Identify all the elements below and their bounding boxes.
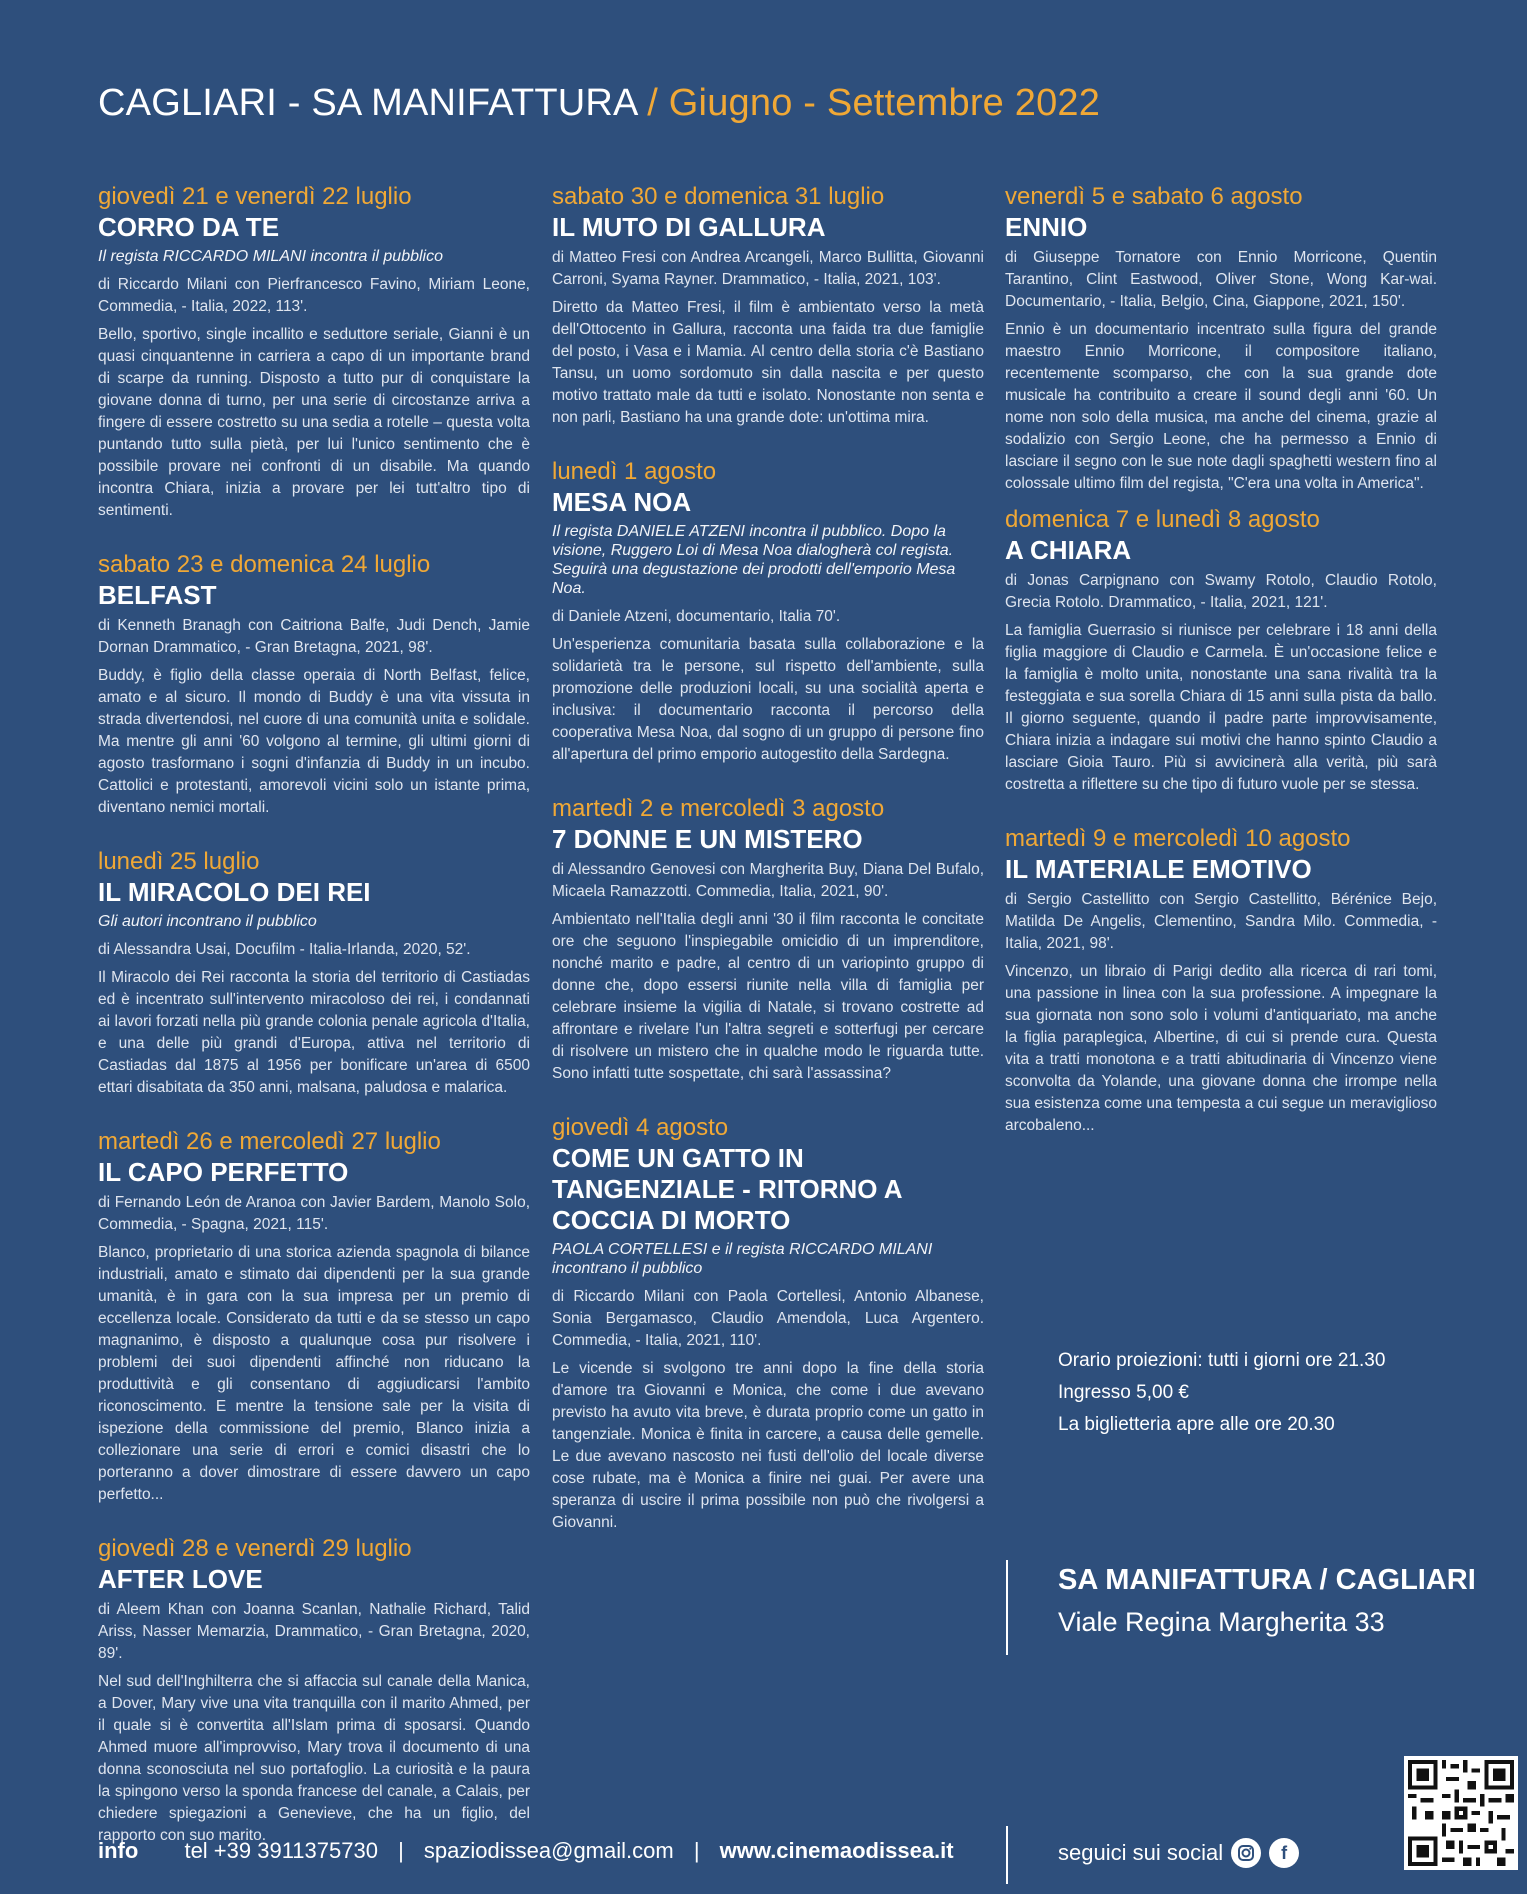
film-credits: di Jonas Carpignano con Swamy Rotolo, Claudio Rotolo, Grecia Rotolo. Drammatico, - Italia, 2021, 121'.	[1005, 572, 1437, 611]
event-note: Gli autori incontrano il pubblico	[98, 913, 317, 930]
film-event	[552, 182, 984, 429]
venue-block	[1006, 1560, 1476, 1655]
film-event	[552, 794, 984, 1085]
film-plot: Ennio è un documentario incentrato sulla figura del grande maestro Ennio Morricone, il compositore italiano, recentemente scomparso, che con la sua grande dote musicale ha contribuito a creare il sound degli anni '60. Un nome non solo della musica, ma anche del cinema, grazie al sodalizio con Sergio Leone, che ha permesso a Ennio di lasciare il segno con le sue note dagli spaghetti western fino al colossale ultimo film del regista, "C'era una volta in America".	[1005, 321, 1437, 492]
film-credits: di Aleem Khan con Joanna Scanlan, Nathalie Richard, Talid Ariss, Nasser Memarzia, Drammatico, - Gran Bretagna, 2020, 89'.	[98, 1601, 530, 1662]
film-event	[552, 457, 984, 766]
film-event	[98, 182, 530, 522]
film-title: COME UN GATTO IN TANGENZIALE - RITORNO A COCCIA DI MORTO	[552, 1143, 902, 1235]
film-plot: Il Miracolo dei Rei racconta la storia del territorio di Castiadas ed è incentrato sull'intervento miracoloso dei rei, i condannati ai lavori forzati nella più grande colonia penale agricola d'Italia, e una delle più grandi d'Europa, attiva nel territorio di Castiadas dal 1875 al 1956 per bonificare un'area di 6500 ettari disabitata da 350 anni, malsana, paludosa e malarica.	[98, 969, 530, 1096]
qr-code-graphic	[1408, 1760, 1514, 1866]
film-event	[1005, 824, 1437, 1137]
film-title: BELFAST	[98, 580, 217, 610]
film-title: IL MIRACOLO DEI REI	[98, 877, 371, 907]
film-credits: di Matteo Fresi con Andrea Arcangeli, Marco Bullitta, Giovanni Carroni, Syama Rayner. Drammatico, - Italia, 2021, 103'.	[552, 249, 984, 288]
info-label: info	[98, 1838, 139, 1863]
event-date: martedì 26 e mercoledì 27 luglio	[98, 1128, 441, 1155]
film-title: MESA NOA	[552, 487, 692, 517]
event-date: lunedì 1 agosto	[552, 458, 717, 485]
phone-number[interactable]: tel +39 3911375730	[184, 1838, 378, 1863]
film-credits: di Kenneth Branagh con Caitriona Balfe, Judi Dench, Jamie Dornan Drammatico, - Gran Bretagna, 2021, 98'.	[98, 617, 530, 656]
film-plot: Ambientato nell'Italia degli anni '30 il film racconta le concitate ore che seguono l'inspiegabile omicidio di un imprenditore, nonché marito e padre, al centro di un variopinto gruppo di donne che, dopo essersi riunite nella villa di famiglia per celebrare insieme la vigilia di Natale, si trovano costrette ad affrontare e rivelare l'un l'altra segreti e sotterfugi per cercare di risolvere un mistero che in qualche modo le riguarda tutte. Sono infatti tutte sospettate, chi sarà l'assassina?	[552, 911, 984, 1082]
website-link[interactable]: www.cinemaodissea.it	[719, 1838, 954, 1863]
film-title: AFTER LOVE	[98, 1564, 263, 1594]
film-plot: Nel sud dell'Inghilterra che si affaccia sul canale della Manica, a Dover, Mary vive una vita tranquilla con il marito Ahmed, per il quale si è convertita all'Islam prima di sposarsi. Quando Ahmed muore all'improvviso, Mary trova il documento di una donna sconosciuta nel suo portafoglio. La curiosità e la paura la spingono verso la sponda francese del canale, a Calais, per chiedere spiegazioni a Genevieve, che ha un figlio, del rapporto con suo marito.	[98, 1673, 530, 1844]
film-credits: di Giuseppe Tornatore con Ennio Morricone, Quentin Tarantino, Clint Eastwood, Oliver Stone, Wong Kar-wai. Documentario, - Italia, Belgio, Cina, Giappone, 2021, 150'.	[1005, 249, 1437, 310]
event-date: giovedì 21 e venerdì 22 luglio	[98, 183, 412, 210]
film-plot: Vincenzo, un libraio di Parigi dedito alla ricerca di rari tomi, una passione in linea con la sua professione. A impegnare la sua giornata non sono solo i volumi d'antiquariato, ma anche la figlia paraplegica, Albertine, di cui si prende cura. Questa vita a tratti monotona e a tratti abitudinaria di Vincenzo viene sconvolta da Yolande, una giovane donna che irrompe nella sua esistenza come una tempesta a cui segue un meraviglioso arcobaleno...	[1005, 963, 1437, 1134]
film-plot: Buddy, è figlio della classe operaia di North Belfast, felice, amato e al sicuro. Il mondo di Buddy è una vita vissuta in strada divertendosi, nel cuore di una comunità unita e solidale. Ma mentre gli anni '60 volgono al termine, gli ultimi giorni di agosto trasformano i sogni d'infanzia di Buddy in un incubo. Cattolici e protestanti, amorevoli vicini solo un istante prima, diventano nemici mortali.	[98, 667, 530, 816]
film-event	[1005, 182, 1437, 495]
event-date: sabato 23 e domenica 24 luglio	[98, 551, 431, 578]
event-note: PAOLA CORTELLESI e il regista RICCARDO MILANI incontrano il pubblico	[552, 1241, 933, 1277]
film-plot: Diretto da Matteo Fresi, il film è ambientato verso la metà dell'Ottocento in Gallura, racconta una faida tra due famiglie del posto, i Vasa e i Mamia. Al centro della storia c'è Bastiano Tansu, un uomo sordomuto sin dalla nascita e per questo motivo trattato male da tutti e isolato. Nonostante non senta e non parli, Bastiano ha una grande dote: un'ottima mira.	[552, 299, 984, 426]
title-place: CAGLIARI - SA MANIFATTURA	[98, 82, 637, 124]
film-credits: di Riccardo Milani con Pierfrancesco Favino, Miriam Leone, Commedia, - Italia, 2022, 113'.	[98, 276, 530, 315]
film-event	[98, 550, 530, 819]
film-title: IL MATERIALE EMOTIVO	[1005, 854, 1312, 884]
social-label: seguici sui social	[1058, 1840, 1224, 1865]
film-credits: di Sergio Castellitto con Sergio Castellitto, Bérénice Bejo, Matilda De Angelis, Clementino, Sandra Milo. Commedia, - Italia, 2021, 98'.	[1005, 891, 1437, 952]
title-period: / Giugno - Settembre 2022	[647, 82, 1101, 124]
program-column-1	[98, 182, 530, 1875]
instagram-icon[interactable]	[1231, 1838, 1261, 1868]
film-credits: di Fernando León de Aranoa con Javier Bardem, Manolo Solo, Commedia, - Spagna, 2021, 115'.	[98, 1194, 530, 1233]
film-event	[98, 1534, 530, 1847]
event-date: giovedì 4 agosto	[552, 1114, 729, 1141]
event-date: giovedì 28 e venerdì 29 luglio	[98, 1535, 412, 1562]
film-event	[552, 1113, 984, 1534]
film-plot: Blanco, proprietario di una storica azienda spagnola di bilance industriali, amato e stimato dai dipendenti per la sua grande umanità, è in gara con la sua impresa per un premio di eccellenza locale. Considerato da tutti e da se stesso un capo magnanimo, è disposto a qualunque cosa pur risolvere i problemi dei suoi dipendenti affinché non riducano la produttività e gli consentano di aggiudicarsi l'ambito riconoscimento. E mentre la tensione sale per la visita di ispezione della commissione del premio, Blanco inizia a collezionare una serie di errori e comici disastri che lo porteranno a dover dimostrare di essere davvero un capo perfetto...	[98, 1244, 530, 1503]
footer-divider	[1006, 1826, 1008, 1884]
event-date: martedì 9 e mercoledì 10 agosto	[1005, 825, 1351, 852]
program-column-3	[1005, 182, 1437, 1165]
page-title	[98, 82, 1100, 125]
box-office-hours: La biglietteria apre alle ore 20.30	[1058, 1414, 1335, 1435]
footer-separator: |	[398, 1838, 404, 1863]
film-plot: La famiglia Guerrasio si riunisce per celebrare i 18 anni della figlia maggiore di Claudio e Carmela. È un'occasione felice e la famiglia è molto unita, nonostante una sana rivalità tra la festeggiata e sua sorella Chiara di 15 anni sulla pista da ballo. Il giorno seguente, quando il padre parte improvvisamente, Chiara inizia a indagare sui motivi che hanno spinto Claudio a lasciare Gioia Tauro. Più si avvicinerà alla verità, più sarà costretta a riflettere su che tipo di futuro vuole per se stessa.	[1005, 622, 1437, 793]
event-date: lunedì 25 luglio	[98, 848, 260, 875]
event-note: Il regista RICCARDO MILANI incontra il pubblico	[98, 248, 444, 265]
film-title: 7 DONNE E UN MISTERO	[552, 824, 863, 854]
program-column-2	[552, 182, 984, 1562]
ticket-price: Ingresso 5,00 €	[1058, 1382, 1189, 1403]
venue-address: Viale Regina Margherita 33	[1058, 1607, 1385, 1637]
film-title: CORRO DA TE	[98, 212, 280, 242]
film-plot: Un'esperienza comunitaria basata sulla collaborazione e la solidarietà tra le persone, sul rispetto dell'ambiente, sulla promozione delle produzioni locali, su una socialità aperta e inclusiva: il documentario racconta il percorso della cooperativa Mesa Noa, dal sogno di un gruppo di persone fino all'apertura del primo emporio autogestito della Sardegna.	[552, 636, 984, 763]
screening-schedule: Orario proiezioni: tutti i giorni ore 21.30	[1058, 1350, 1386, 1371]
film-plot: Le vicende si svolgono tre anni dopo la fine della storia d'amore tra Giovanni e Monica, che come i due avevano previsto ha avuto vita breve, è durata proprio come un gatto in tangenziale. Monica è finita in carcere, a causa delle gemelle. Le due avevano nascosto nei fusti dell'olio del locale diverse cose rubate, ma è Monica a finire nei guai. Per avere una speranza di uscire il prima possibile non può che rivolgersi a Giovanni.	[552, 1360, 984, 1531]
screening-info	[1058, 1345, 1385, 1441]
email-link[interactable]: spaziodissea@gmail.com	[423, 1838, 674, 1863]
film-plot: Bello, sportivo, single incallito e seduttore seriale, Gianni è un quasi cinquantenne in carriera a capo di un importante brand di scarpe da running. Disposto a tutto pur di conquistare la giovane donna di turno, per una serie di circostanze arriva a fingere di essere costretto su una sedia a rotelle – questa volta puntando tutto sulla pietà, per lui l'unico sentimento che è possibile provare nei confronti di un disabile. Ma quando incontra Chiara, inizia a provare per lei tutt'altro tipo di sentimenti.	[98, 326, 530, 519]
event-date: sabato 30 e domenica 31 luglio	[552, 183, 885, 210]
footer-separator: |	[693, 1838, 700, 1863]
facebook-icon[interactable]: f	[1269, 1838, 1299, 1868]
event-date: venerdì 5 e sabato 6 agosto	[1005, 183, 1303, 210]
film-title: ENNIO	[1005, 212, 1088, 242]
film-credits: di Alessandro Genovesi con Margherita Buy, Diana Del Bufalo, Micaela Ramazzotti. Commedia, Italia, 2021, 90'.	[552, 861, 984, 900]
film-title: IL MUTO DI GALLURA	[552, 212, 826, 242]
film-credits: di Riccardo Milani con Paola Cortellesi, Antonio Albanese, Sonia Bergamasco, Claudio Amendola, Luca Argentero. Commedia, - Italia, 2021, 110'.	[552, 1288, 984, 1349]
event-note: Il regista DANIELE ATZENI incontra il pubblico. Dopo la visione, Ruggero Loi di Mesa Noa dialogherà col regista. Seguirà una degustazione dei prodotti dell'emporio Mesa Noa.	[552, 523, 956, 597]
venue-name: SA MANIFATTURA / CAGLIARI	[1058, 1564, 1476, 1596]
social-links	[1058, 1838, 1299, 1868]
event-date: domenica 7 e lunedì 8 agosto	[1005, 506, 1320, 533]
footer-contacts	[98, 1838, 954, 1864]
film-credits: di Daniele Atzeni, documentario, Italia 70'.	[552, 608, 841, 625]
film-event	[98, 1127, 530, 1506]
film-credits: di Alessandra Usai, Docufilm - Italia-Irlanda, 2020, 52'.	[98, 941, 471, 958]
film-event	[1005, 505, 1437, 796]
qr-code[interactable]	[1404, 1756, 1518, 1870]
film-title: A CHIARA	[1005, 535, 1132, 565]
event-date: martedì 2 e mercoledì 3 agosto	[552, 795, 885, 822]
film-title: IL CAPO PERFETTO	[98, 1157, 349, 1187]
film-event	[98, 847, 530, 1099]
